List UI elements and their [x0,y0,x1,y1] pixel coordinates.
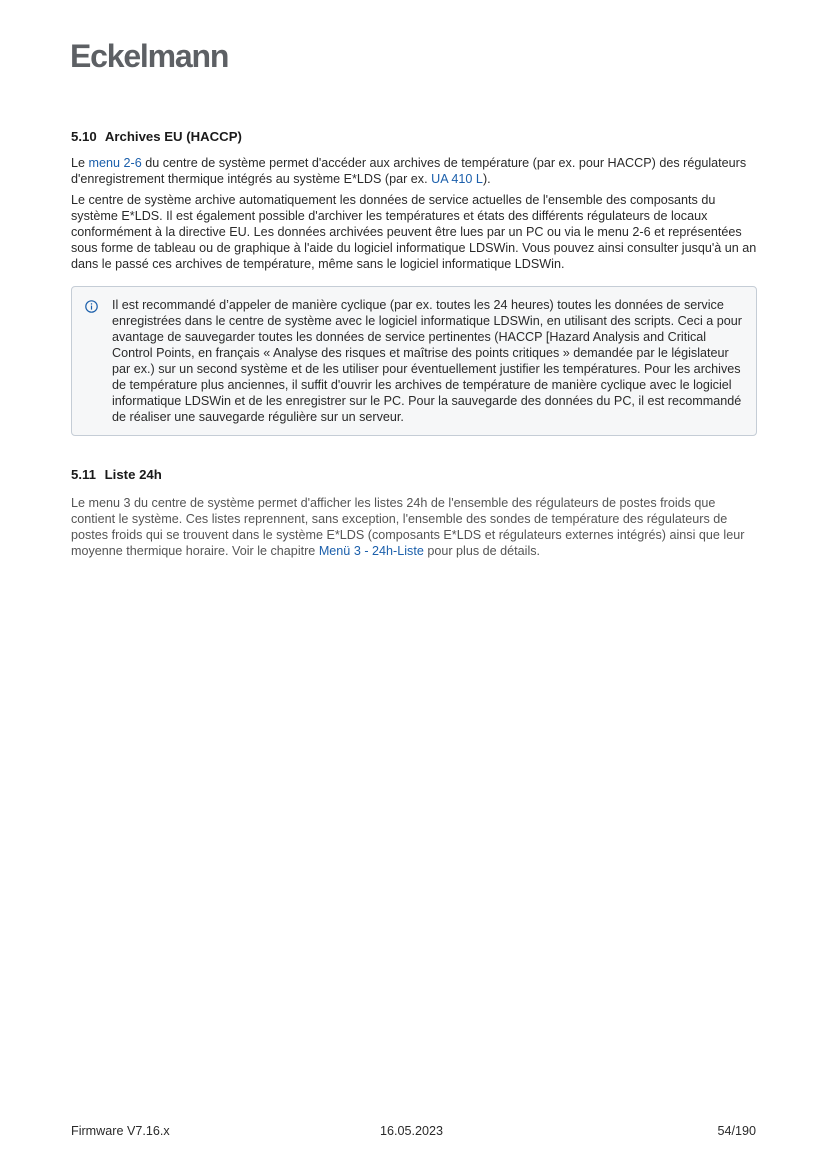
text-run: Le menu 3 du centre de système permet d'afficher les listes 24h de l'ensemble des régulateurs de postes froids que contient le système. Ces listes reprennent, sans exception, l'ensemble des sondes de température des régulateurs de postes froids qui se trouvent dans le système E*LDS (composants E*LDS et régulateurs externes intégrés) ainsi que leur moyenne thermique horaire. Voir le chapitre [71,496,745,558]
section-number: 5.11 [71,467,96,482]
link-ua-410-l[interactable]: UA 410 L [431,172,483,186]
section-title: Archives EU (HACCP) [104,129,242,144]
footer-firmware: Firmware V7.16.x [71,1124,170,1138]
company-logo: Eckelmann [70,38,229,74]
section-number: 5.10 [71,129,97,144]
link-menu-2-6[interactable]: menu 2-6 [88,156,142,170]
text-run: pour plus de détails. [423,544,541,558]
paragraph [71,155,757,187]
section-heading-5-11 [71,466,757,484]
section-heading-5-10 [71,128,757,146]
link-menu-3-24h-liste[interactable]: Menü 3 - 24h-Liste [318,544,424,558]
note-text: Il est recommandé d’appeler de manière cyclique (par ex. toutes les 24 heures) toutes les données de service enregistrées dans le centre de système avec le logiciel informatique LDSWin, en utilisant des scripts. Ceci a pour avantage de sauvegarder toutes les données de service pertinentes (HACCP [Hazard Analysis and Critical Control Points, en français « Analyse des risques et maîtrise des points critiques » demandée par le législateur par ex.) sur un second système et de les utiliser pour éventuellement justifier les températures. Pour les archives de température plus anciennes, il suffit d'ouvrir les archives de température de manière cyclique avec le logiciel informatique LDSWin et de les enregistrer sur le PC. Pour la sauvegarde des données du PC, il est recommandé de réaliser une sauvegarde régulière sur un serveur. [112,298,742,424]
footer-page-number: 54/190 [717,1124,756,1138]
info-circle-icon [85,300,98,313]
paragraph [71,495,757,559]
page-content [71,128,757,559]
section-title: Liste 24h [104,467,162,482]
text-run: du centre de système permet d'accéder aux archives de température (par ex. pour HACCP) des régulateurs d'enregistrement thermique intégrés au système E*LDS (par ex. [71,156,747,186]
footer-date: 16.05.2023 [380,1124,444,1138]
text-run: Le [71,156,89,170]
paragraph: Le centre de système archive automatiquement les données de service actuelles de l'ensemble des composants du système E*LDS. Il est également possible d'archiver les températures et états des différents régulateurs de locaux conformément à la directive EU. Les données archivées peuvent être lues par un PC ou via le menu 2-6 et représentées sous forme de tableau ou de graphique à l'aide du logiciel informatique LDSWin. Vous pouvez ainsi consulter jusqu'à un an dans le passé ces archives de température, même sans le logiciel informatique LDSWin. [71,193,757,271]
text-run: ). [482,172,491,186]
info-note-box [71,286,757,436]
